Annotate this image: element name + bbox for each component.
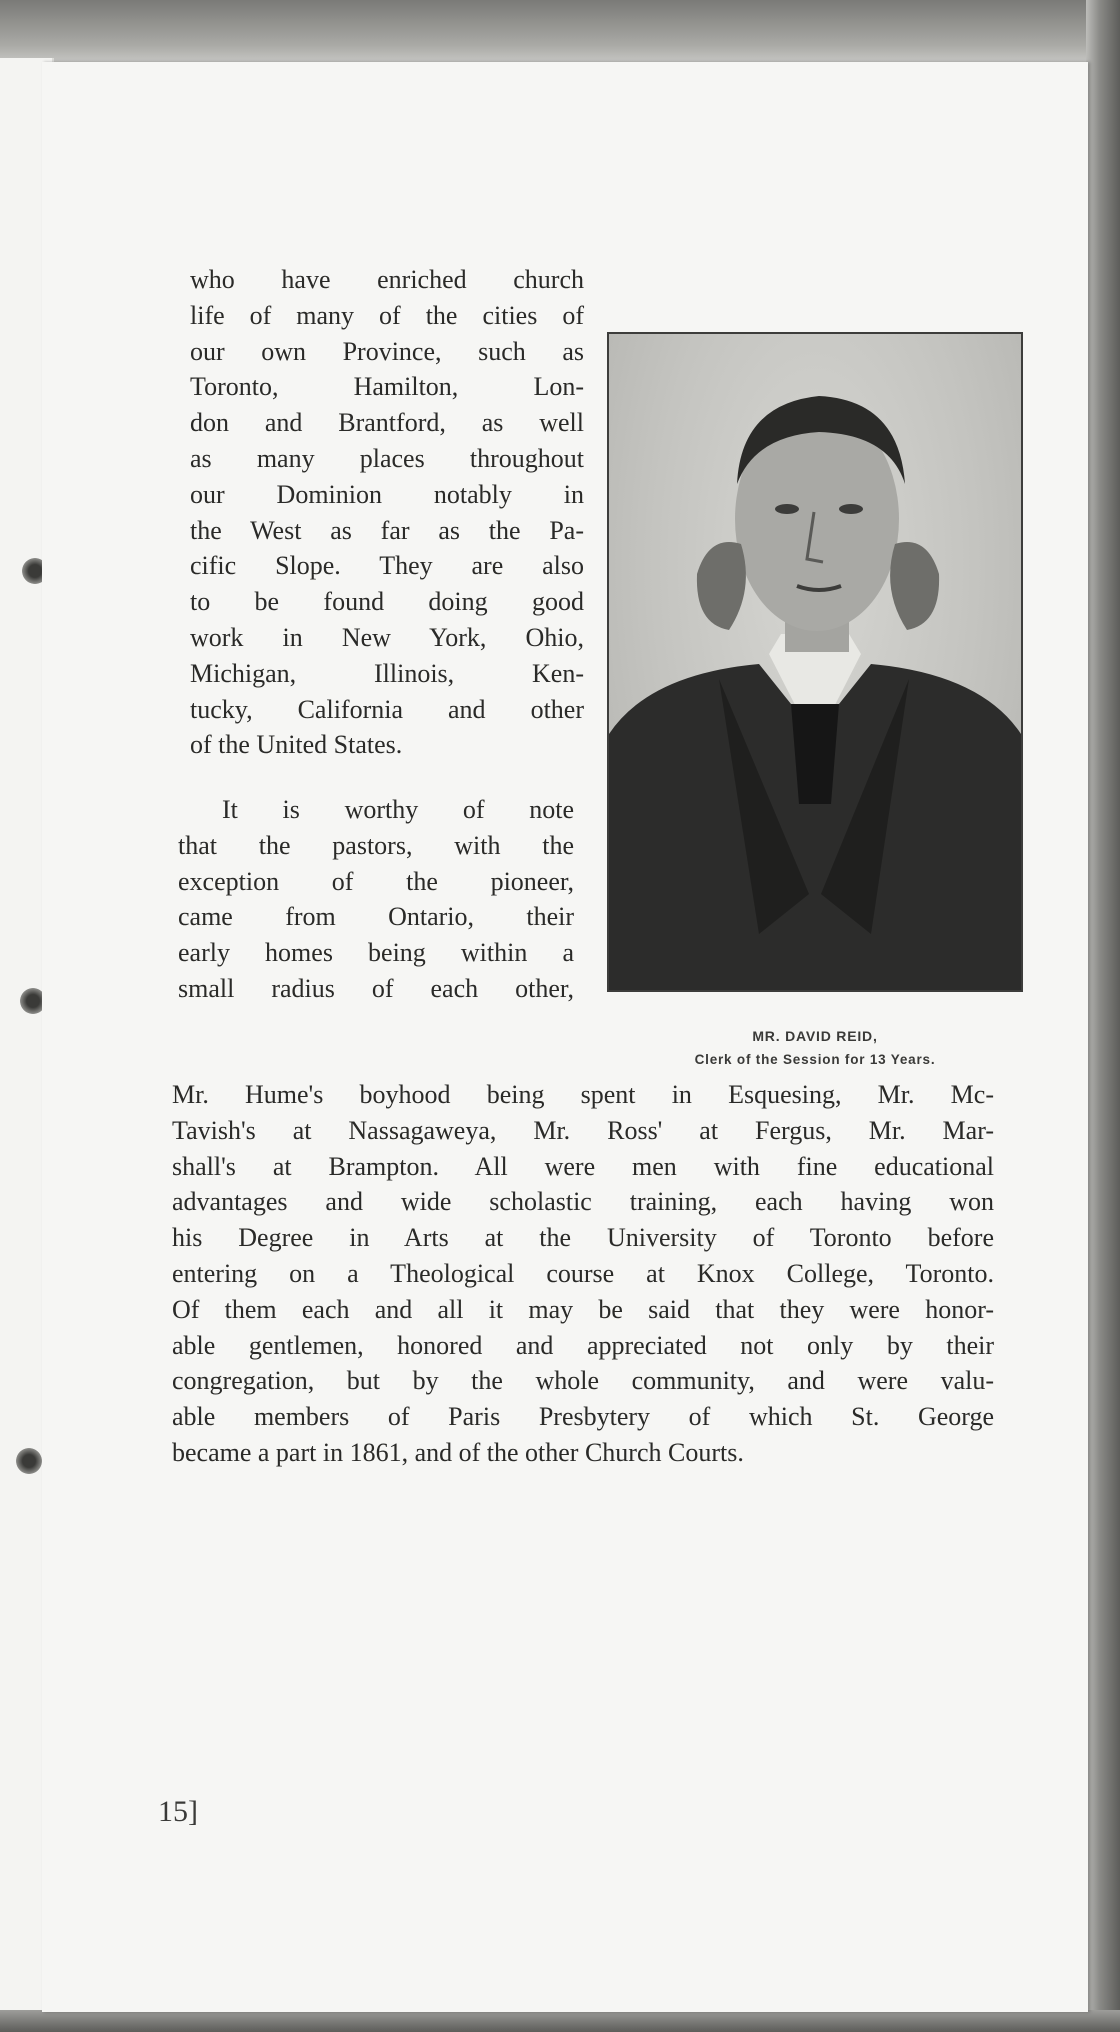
text-line: able members of Paris Presbytery of which St. George (172, 1402, 994, 1432)
text-line: that the pastors, with the (178, 830, 574, 860)
portrait-caption-name: MR. DAVID REID, (752, 1028, 878, 1044)
text-line: Tavish's at Nassagaweya, Mr. Ross' at Fergus, Mr. Mar- (172, 1115, 994, 1145)
text-line: cific Slope. They are also (190, 551, 584, 581)
text-line: who have enriched church (190, 265, 584, 294)
text-line: congregation, but by the whole community, and were valu- (172, 1366, 994, 1396)
text-line: Of them each and all it may be said that they were honor- (172, 1294, 994, 1324)
full-width-paragraph (172, 1077, 994, 1471)
text-line: our own Province, such as (190, 336, 584, 366)
text-line: tucky, California and other (190, 694, 584, 724)
text-line: Mr. Hume's boyhood being spent in Esquesing, Mr. Mc- (172, 1080, 994, 1109)
text-line: life of many of the cities of (190, 300, 584, 330)
text-line: able gentlemen, honored and appreciated not only by their (172, 1330, 994, 1360)
scan-bottom-edge (0, 2010, 1120, 2032)
narrow-column-paragraph-1 (190, 262, 584, 763)
text-line: Michigan, Illinois, Ken- (190, 658, 584, 688)
text-line: of the United States. (190, 730, 403, 760)
text-line: our Dominion notably in (190, 479, 584, 509)
text-line: became a part in 1861, and of the other Church Courts. (172, 1437, 744, 1467)
portrait-photo (607, 332, 1023, 992)
text-line: advantages and wide scholastic training, each having won (172, 1187, 994, 1217)
text-line: his Degree in Arts at the University of Toronto before (172, 1223, 994, 1253)
text-line: small radius of each other, (178, 973, 574, 1003)
portrait-caption-role: Clerk of the Session for 13 Years. (694, 1052, 936, 1067)
text-line: to be found doing good (190, 587, 584, 617)
text-line: as many places throughout (190, 443, 584, 473)
text-line: It is worthy of note (222, 795, 574, 824)
text-line: the West as far as the Pa- (190, 515, 584, 545)
scan-right-edge (1086, 0, 1120, 2032)
text-line: came from Ontario, their (178, 902, 574, 932)
text-line: work in New York, Ohio, (190, 622, 584, 652)
narrow-column-paragraph-2 (178, 792, 574, 1007)
binding-hole-3 (16, 1448, 42, 1474)
book-page (42, 62, 1088, 2012)
text-line: shall's at Brampton. All were men with fine educational (172, 1151, 994, 1181)
text-line: don and Brantford, as well (190, 408, 584, 438)
text-line: early homes being within a (178, 938, 574, 968)
text-line: Toronto, Hamilton, Lon- (190, 372, 584, 402)
scan-top-edge (0, 0, 1120, 64)
text-line: exception of the pioneer, (178, 866, 574, 896)
portrait-illustration (609, 334, 1021, 990)
text-line: entering on a Theological course at Knox College, Toronto. (172, 1258, 994, 1288)
page-number: 15] (158, 1795, 198, 1828)
